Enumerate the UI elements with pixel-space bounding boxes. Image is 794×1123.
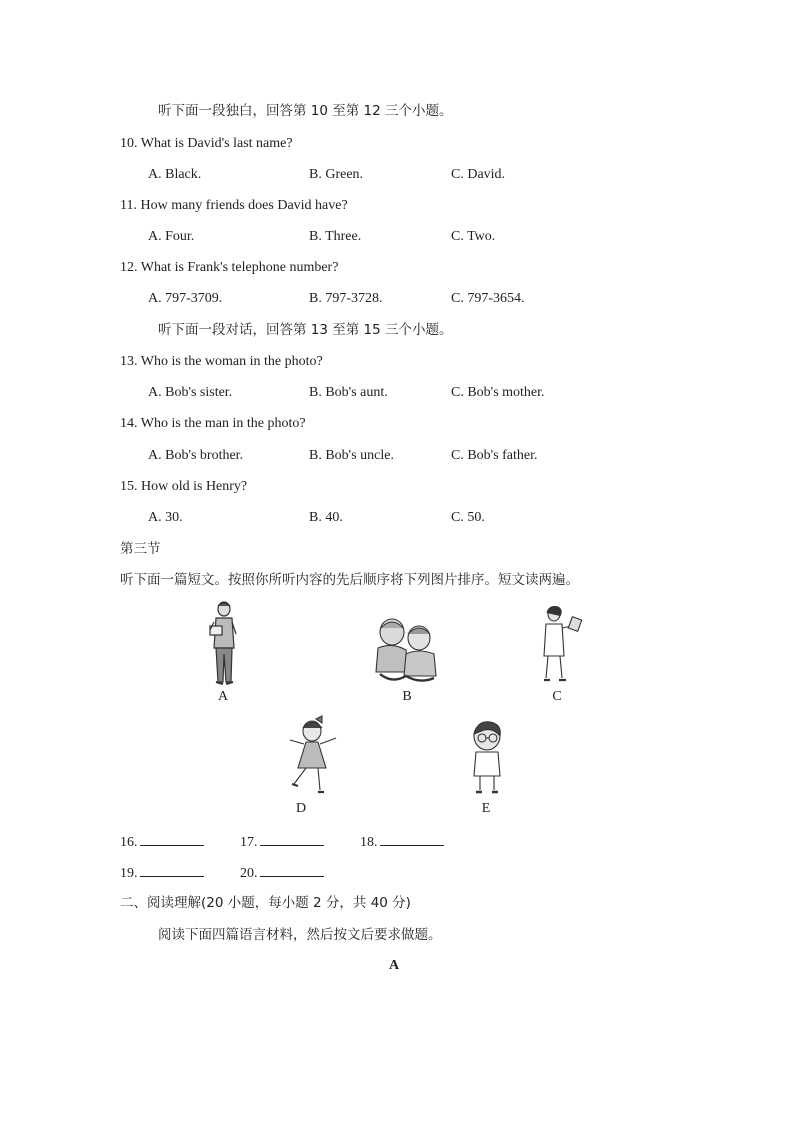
answer-line-19[interactable] bbox=[140, 862, 204, 877]
picture-b-elderly-couple bbox=[372, 614, 440, 684]
part-2-title: 二、阅读理解(20 小题，每小题 2 分，共 40 分) bbox=[120, 895, 411, 911]
picture-a-man-reading bbox=[200, 600, 246, 686]
question-10-option-a: A. Black. bbox=[148, 167, 202, 182]
question-13: 13. Who is the woman in the photo? bbox=[120, 354, 323, 369]
question-11-option-c: C. Two. bbox=[451, 229, 496, 244]
question-10: 10. What is David's last name? bbox=[120, 136, 293, 151]
listening-intro-dialogue: 听下面一段对话，回答第 13 至第 15 三个小题。 bbox=[158, 322, 453, 338]
answer-blank-19[interactable] bbox=[120, 862, 204, 883]
answer-line-16[interactable] bbox=[140, 831, 204, 846]
question-15: 15. How old is Henry? bbox=[120, 479, 248, 494]
answer-number-16: 16. bbox=[120, 835, 138, 850]
passage-a-heading: A bbox=[389, 958, 400, 973]
answer-blank-17[interactable] bbox=[240, 831, 324, 852]
picture-d-label: D bbox=[295, 801, 307, 816]
question-11-option-b: B. Three. bbox=[309, 229, 362, 244]
question-15-option-b: B. 40. bbox=[309, 510, 343, 525]
question-10-option-c: C. David. bbox=[451, 167, 506, 182]
picture-c-doctor bbox=[536, 604, 586, 686]
listening-intro-monologue: 听下面一段独白，回答第 10 至第 12 三个小题。 bbox=[158, 103, 453, 119]
picture-c-label: C bbox=[552, 689, 562, 704]
answer-blank-16[interactable] bbox=[120, 831, 204, 852]
question-12-option-a: A. 797-3709. bbox=[148, 291, 223, 306]
question-14-option-b: B. Bob's uncle. bbox=[309, 448, 394, 463]
part-2-instructions: 阅读下面四篇语言材料，然后按文后要求做题。 bbox=[158, 927, 442, 943]
question-11: 11. How many friends does David have? bbox=[120, 198, 348, 213]
answer-line-18[interactable] bbox=[380, 831, 444, 846]
question-12-option-b: B. 797-3728. bbox=[309, 291, 383, 306]
answer-line-20[interactable] bbox=[260, 862, 324, 877]
question-14: 14. Who is the man in the photo? bbox=[120, 416, 306, 431]
answer-number-17: 17. bbox=[240, 835, 258, 850]
picture-e-label: E bbox=[481, 801, 491, 816]
question-10-option-b: B. Green. bbox=[309, 167, 364, 182]
answer-number-19: 19. bbox=[120, 866, 138, 881]
question-15-option-a: A. 30. bbox=[148, 510, 183, 525]
question-15-option-c: C. 50. bbox=[451, 510, 485, 525]
answer-blank-18[interactable] bbox=[360, 831, 444, 852]
question-14-option-c: C. Bob's father. bbox=[451, 448, 538, 463]
section-3-title: 第三节 bbox=[120, 541, 161, 557]
picture-e-boy-glasses bbox=[466, 718, 508, 796]
picture-d-dancing-girl bbox=[286, 714, 342, 796]
section-3-instructions: 听下面一篇短文。按照你所听内容的先后顺序将下列图片排序。短文读两遍。 bbox=[120, 572, 579, 588]
picture-b-label: B bbox=[402, 689, 412, 704]
question-14-option-a: A. Bob's brother. bbox=[148, 448, 244, 463]
question-13-option-a: A. Bob's sister. bbox=[148, 385, 233, 400]
answer-line-17[interactable] bbox=[260, 831, 324, 846]
question-11-option-a: A. Four. bbox=[148, 229, 195, 244]
picture-a-label: A bbox=[217, 689, 229, 704]
question-12-option-c: C. 797-3654. bbox=[451, 291, 525, 306]
answer-number-18: 18. bbox=[360, 835, 378, 850]
answer-blank-20[interactable] bbox=[240, 862, 324, 883]
answer-number-20: 20. bbox=[240, 866, 258, 881]
question-13-option-b: B. Bob's aunt. bbox=[309, 385, 388, 400]
question-13-option-c: C. Bob's mother. bbox=[451, 385, 545, 400]
question-12: 12. What is Frank's telephone number? bbox=[120, 260, 339, 275]
